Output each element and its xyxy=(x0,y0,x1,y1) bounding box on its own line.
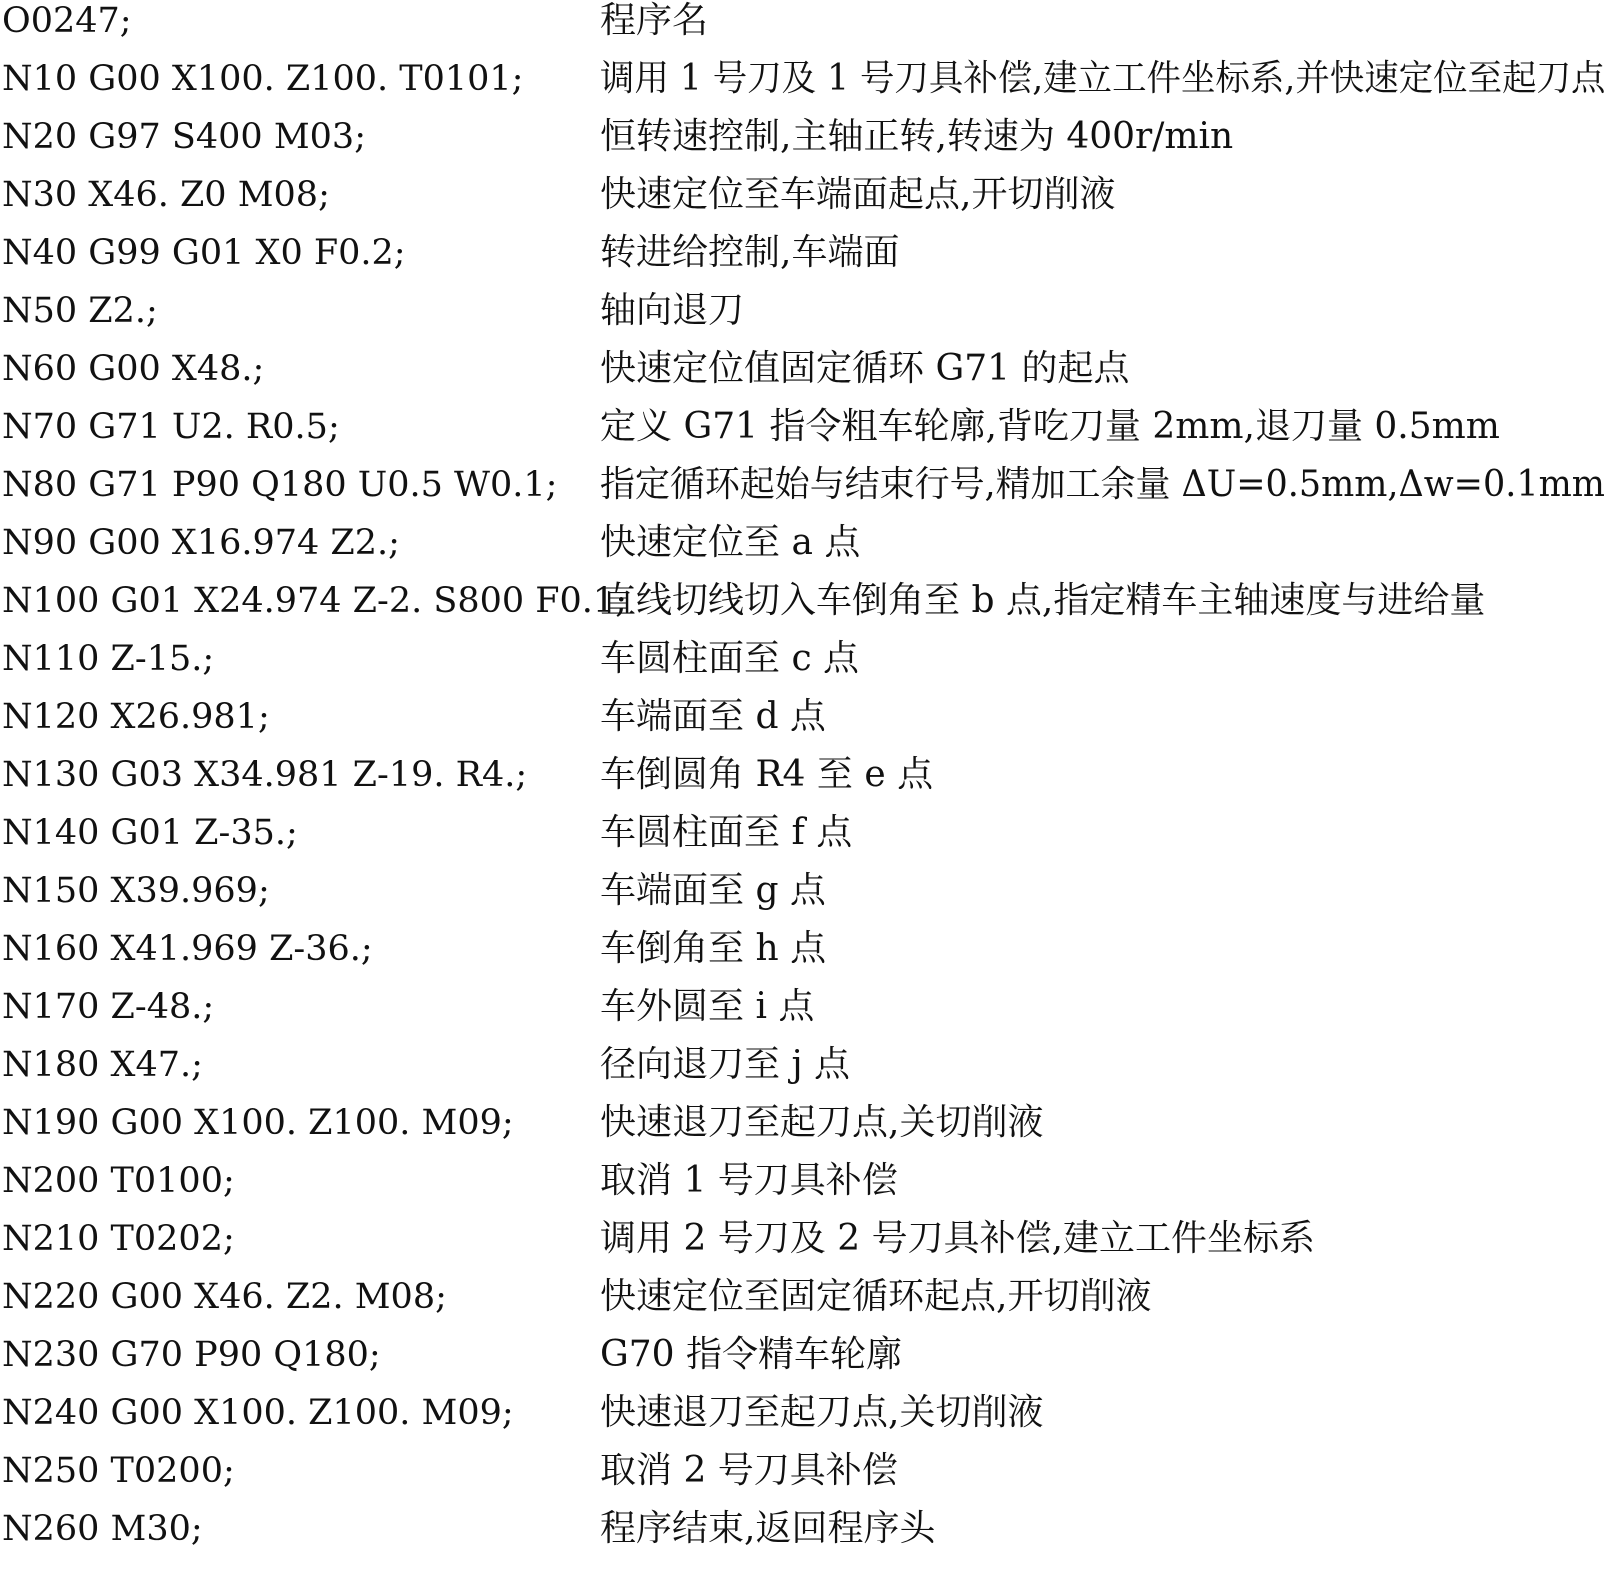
program-line xyxy=(0,1218,1611,1277)
program-line xyxy=(0,116,1611,175)
line-comment: 调用 1 号刀及 1 号刀具补偿,建立工件坐标系,并快速定位至起刀点 xyxy=(600,58,1606,99)
line-code: N120 X26.981; xyxy=(2,697,270,737)
program-line xyxy=(0,522,1611,581)
line-code: N40 G99 G01 X0 F0.2; xyxy=(2,233,406,273)
line-code: O0247; xyxy=(2,1,132,41)
line-comment: 定义 G71 指令粗车轮廓,背吃刀量 2mm,退刀量 0.5mm xyxy=(600,406,1500,447)
program-line xyxy=(0,1102,1611,1161)
line-comment: 径向退刀至 j 点 xyxy=(600,1044,851,1085)
line-comment: 快速退刀至起刀点,关切削液 xyxy=(600,1102,1044,1143)
line-code: N60 G00 X48.; xyxy=(2,349,265,389)
line-comment: 取消 2 号刀具补偿 xyxy=(600,1450,898,1491)
program-line xyxy=(0,812,1611,871)
program-line xyxy=(0,406,1611,465)
program-line xyxy=(0,1450,1611,1509)
line-comment: G70 指令精车轮廓 xyxy=(600,1334,903,1375)
line-code: N80 G71 P90 Q180 U0.5 W0.1; xyxy=(2,465,558,505)
line-code: N200 T0100; xyxy=(2,1161,235,1201)
program-line xyxy=(0,1334,1611,1393)
line-code: N150 X39.969; xyxy=(2,871,270,911)
line-code: N100 G01 X24.974 Z-2. S800 F0.1; xyxy=(2,581,627,621)
line-code: N30 X46. Z0 M08; xyxy=(2,175,330,215)
line-code: N180 X47.; xyxy=(2,1045,203,1085)
program-line xyxy=(0,638,1611,697)
program-line xyxy=(0,0,1611,59)
line-comment: 指定循环起始与结束行号,精加工余量 ΔU=0.5mm,Δw=0.1mm xyxy=(600,464,1605,505)
program-line xyxy=(0,232,1611,291)
line-comment: 车圆柱面至 f 点 xyxy=(600,812,853,853)
line-code: N20 G97 S400 M03; xyxy=(2,117,366,157)
line-comment: 调用 2 号刀及 2 号刀具补偿,建立工件坐标系 xyxy=(600,1218,1316,1259)
line-comment: 车倒角至 h 点 xyxy=(600,928,827,969)
program-line xyxy=(0,1160,1611,1219)
line-code: N90 G00 X16.974 Z2.; xyxy=(2,523,400,563)
line-comment: 快速退刀至起刀点,关切削液 xyxy=(600,1392,1044,1433)
line-comment: 车外圆至 i 点 xyxy=(600,986,815,1027)
line-code: N230 G70 P90 Q180; xyxy=(2,1335,381,1375)
line-code: N10 G00 X100. Z100. T0101; xyxy=(2,59,524,99)
program-line xyxy=(0,290,1611,349)
line-code: N190 G00 X100. Z100. M09; xyxy=(2,1103,514,1143)
line-comment: 轴向退刀 xyxy=(600,290,745,331)
program-line xyxy=(0,1392,1611,1451)
line-code: N110 Z-15.; xyxy=(2,639,215,679)
program-line xyxy=(0,696,1611,755)
line-comment: 转进给控制,车端面 xyxy=(600,232,900,273)
program-line xyxy=(0,1044,1611,1103)
line-comment: 取消 1 号刀具补偿 xyxy=(600,1160,898,1201)
line-comment: 直线切线切入车倒角至 b 点,指定精车主轴速度与进给量 xyxy=(600,580,1486,621)
program-line xyxy=(0,58,1611,117)
line-code: N250 T0200; xyxy=(2,1451,235,1491)
line-code: N70 G71 U2. R0.5; xyxy=(2,407,340,447)
program-line xyxy=(0,986,1611,1045)
program-line xyxy=(0,464,1611,523)
line-code: N160 X41.969 Z-36.; xyxy=(2,929,373,969)
program-line xyxy=(0,1276,1611,1335)
line-code: N220 G00 X46. Z2. M08; xyxy=(2,1277,447,1317)
line-comment: 车圆柱面至 c 点 xyxy=(600,638,860,679)
line-code: N50 Z2.; xyxy=(2,291,158,331)
program-line xyxy=(0,580,1611,639)
program-line xyxy=(0,928,1611,987)
line-comment: 快速定位至 a 点 xyxy=(600,522,861,563)
line-comment: 快速定位至固定循环起点,开切削液 xyxy=(600,1276,1152,1317)
line-code: N140 G01 Z-35.; xyxy=(2,813,298,853)
line-comment: 快速定位值固定循环 G71 的起点 xyxy=(600,348,1130,389)
line-code: N260 M30; xyxy=(2,1509,203,1549)
line-comment: 车端面至 g 点 xyxy=(600,870,826,911)
program-line xyxy=(0,1508,1611,1567)
line-comment: 快速定位至车端面起点,开切削液 xyxy=(600,174,1116,215)
line-code: N240 G00 X100. Z100. M09; xyxy=(2,1393,514,1433)
line-comment: 恒转速控制,主轴正转,转速为 400r/min xyxy=(600,116,1234,157)
program-line xyxy=(0,870,1611,929)
program-line xyxy=(0,754,1611,813)
line-code: N130 G03 X34.981 Z-19. R4.; xyxy=(2,755,528,795)
line-comment: 车倒圆角 R4 至 e 点 xyxy=(600,754,934,795)
line-comment: 程序名 xyxy=(600,0,709,41)
line-code: N170 Z-48.; xyxy=(2,987,215,1027)
line-code: N210 T0202; xyxy=(2,1219,235,1259)
program-line xyxy=(0,348,1611,407)
program-line xyxy=(0,174,1611,233)
line-comment: 车端面至 d 点 xyxy=(600,696,826,737)
line-comment: 程序结束,返回程序头 xyxy=(600,1508,936,1549)
